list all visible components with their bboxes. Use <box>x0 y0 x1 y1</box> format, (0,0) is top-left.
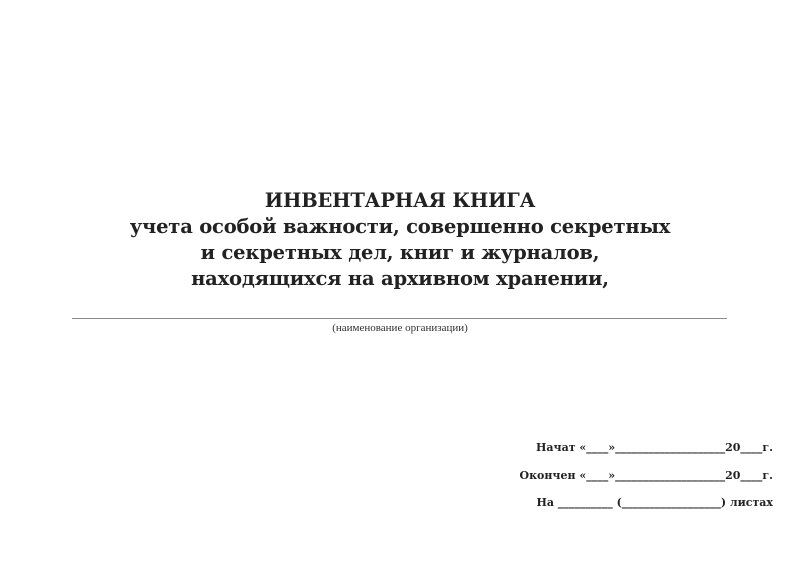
title-line-4: находящихся на архивном хранении, <box>191 267 609 290</box>
organization-caption: (наименование организации) <box>332 322 468 334</box>
organization-name-line <box>72 318 727 319</box>
title-line-3: и секретных дел, книг и журналов, <box>200 241 600 264</box>
title-line-1: ИНВЕНТАРНАЯ КНИГА <box>264 189 536 212</box>
document-title <box>0 188 800 292</box>
finished-field: Окончен «____»____________________20____г. <box>519 469 773 482</box>
sheets-field: На __________ (__________________) листах <box>536 496 773 509</box>
started-field: Начат «____»____________________20____г. <box>536 441 773 454</box>
title-line-2: учета особой важности, совершенно секретных <box>129 215 671 238</box>
